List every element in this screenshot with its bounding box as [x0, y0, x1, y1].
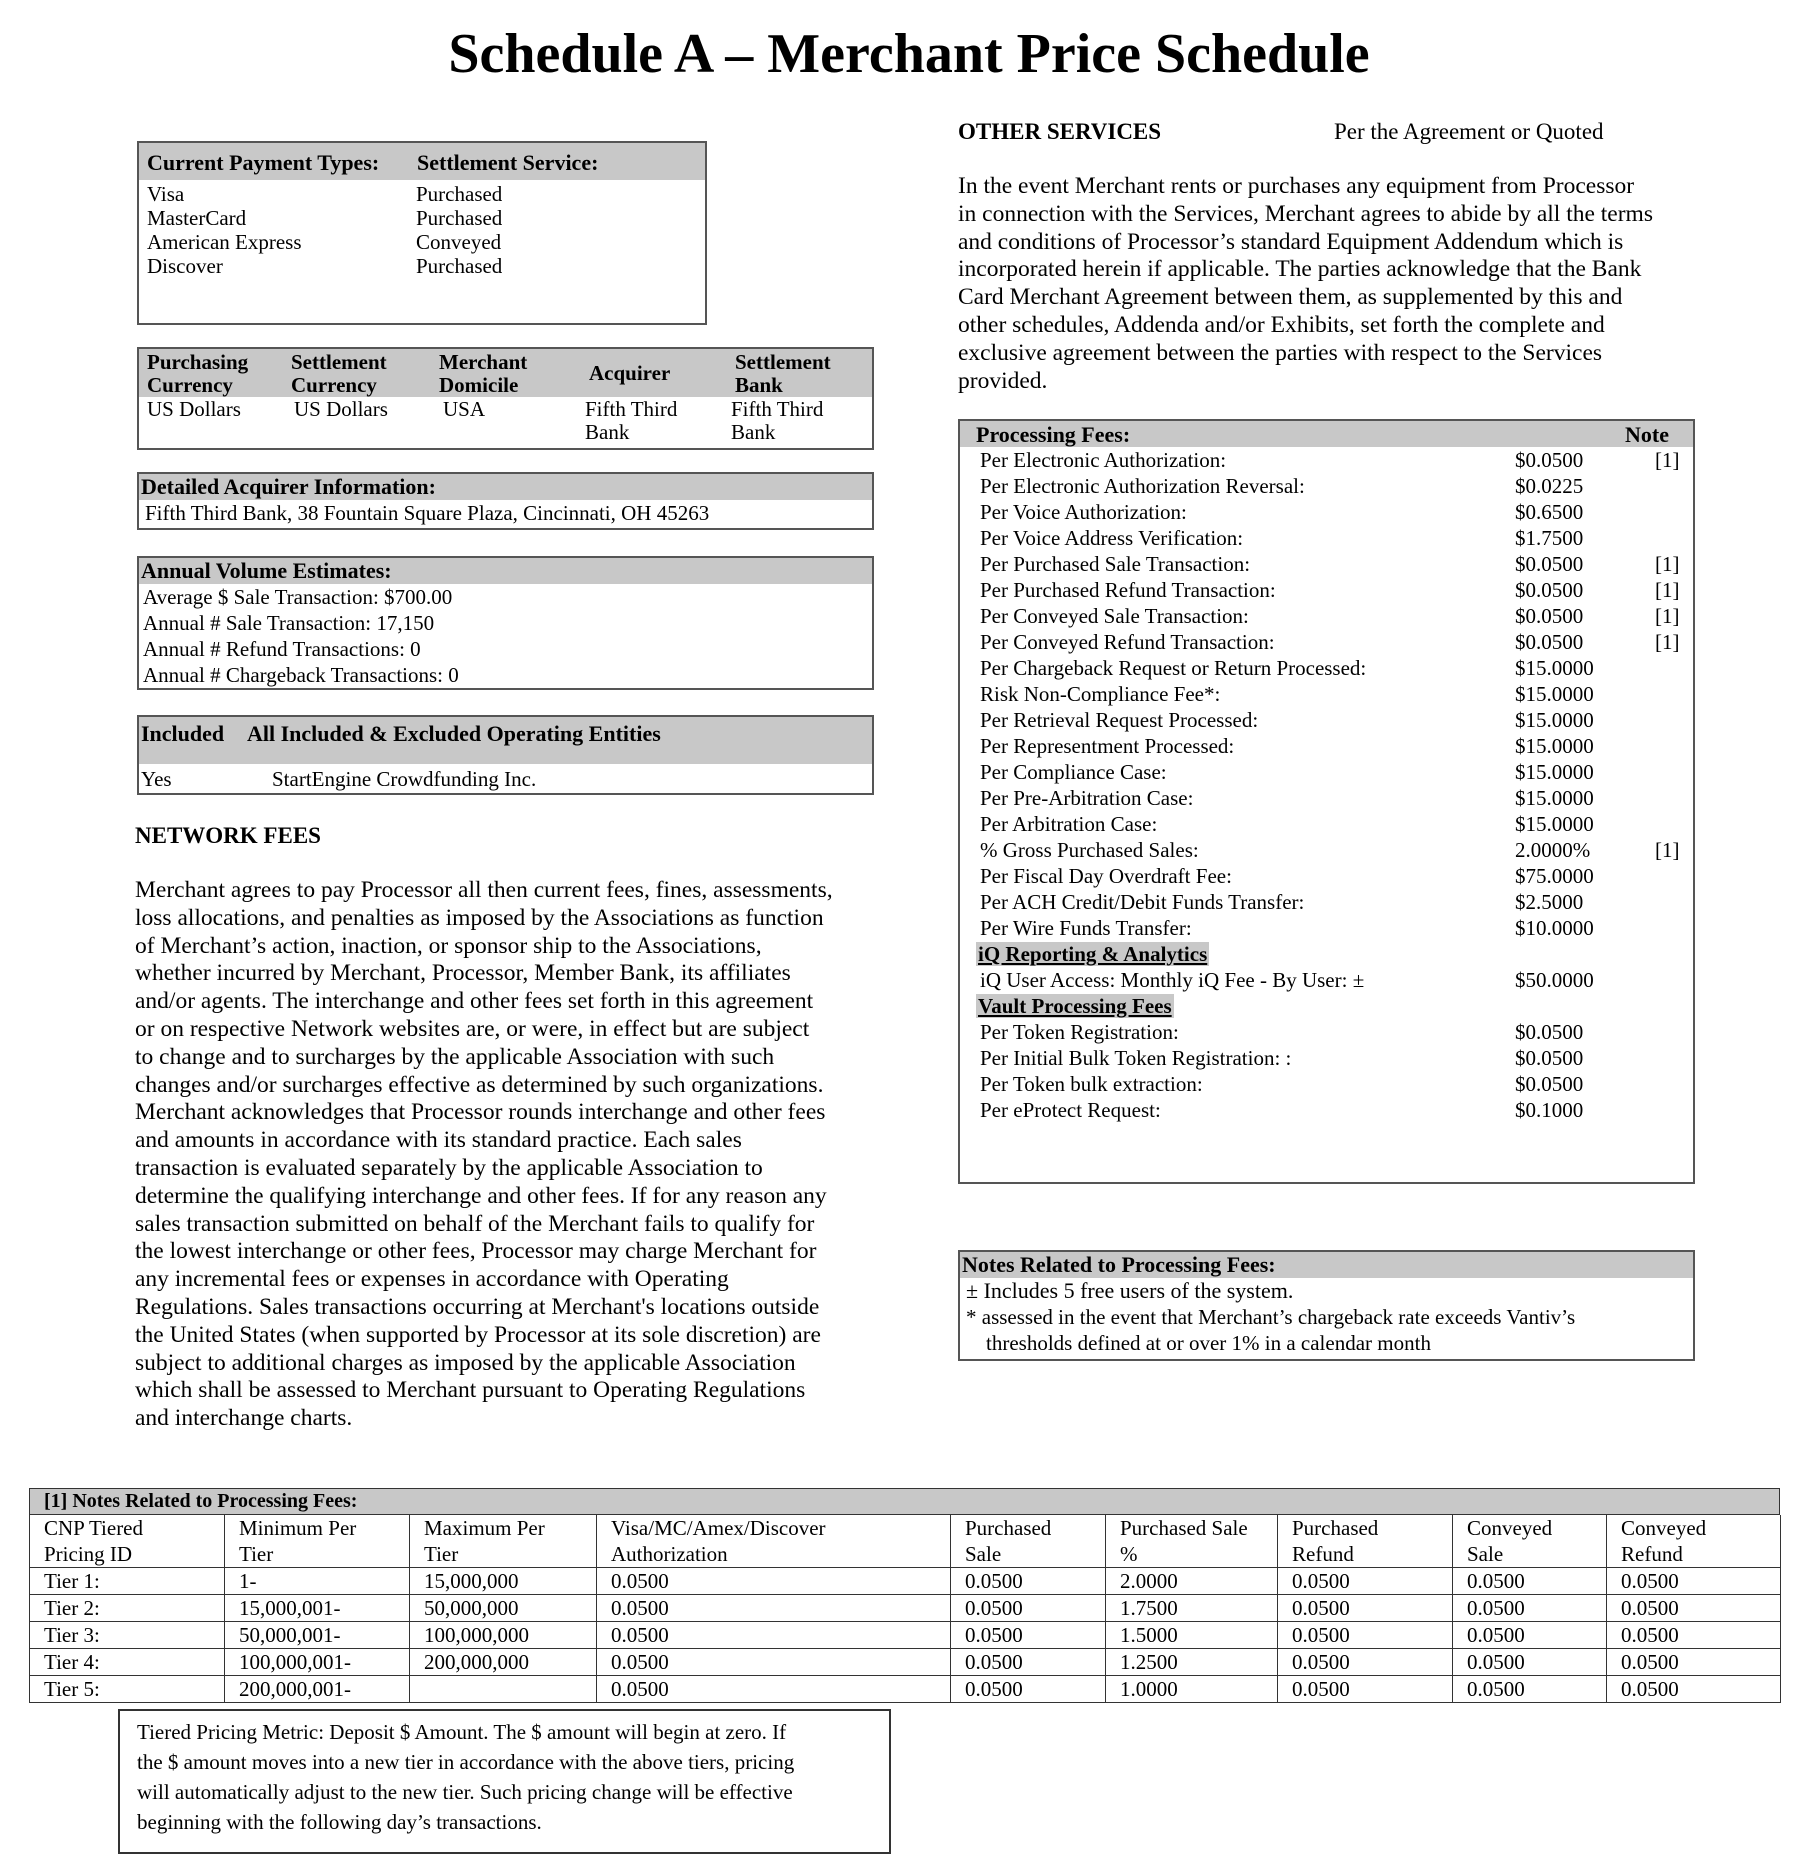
tier-metric-text	[137, 1717, 889, 1837]
tier-cell: 0.0500	[951, 1568, 1106, 1595]
fee-value: $15.0000	[1515, 656, 1594, 680]
tier-cell: 0.0500	[951, 1622, 1106, 1649]
network-fees-line: the lowest interchange or other fees, Processor may charge Merchant for	[135, 1238, 817, 1265]
tier-cell: 200,000,000	[410, 1649, 597, 1676]
fee-value: 2.0000%	[1515, 838, 1591, 862]
iq-reporting-header	[976, 941, 1209, 967]
fee-note: [1]	[1655, 578, 1680, 602]
network-fees-line: of Merchant’s action, inaction, or sponsor ship to the Associations,	[135, 932, 762, 959]
tier-table-body	[30, 1568, 1781, 1703]
tier-cell: 0.0500	[597, 1649, 951, 1676]
tier-cell: 15,000,001-	[225, 1595, 410, 1622]
network-fees-line: or on respective Network websites are, or were, in effect but are subject	[135, 1015, 810, 1042]
fee-label: Per Pre-Arbitration Case:	[980, 786, 1194, 810]
fee-label: Per Conveyed Sale Transaction:	[980, 604, 1249, 628]
fee-row	[980, 1071, 1680, 1097]
tier-cell: 0.0500	[1453, 1649, 1607, 1676]
tier-cell: 0.0500	[1278, 1568, 1453, 1595]
tier-cell: 100,000,001-	[225, 1649, 410, 1676]
fee-label: Per Token bulk extraction:	[980, 1072, 1203, 1096]
other-services-value: Per the Agreement or Quoted	[1334, 119, 1604, 144]
network-fees-line: Regulations. Sales transactions occurring at Merchant's locations outside	[135, 1293, 820, 1320]
acquirer-info-header: Detailed Acquirer Information:	[139, 474, 872, 500]
fee-value: $2.5000	[1515, 890, 1584, 914]
tier-cell: 0.0500	[1607, 1649, 1781, 1676]
fee-row	[980, 1019, 1680, 1045]
tier-cell: 2.0000	[1106, 1568, 1278, 1595]
network-fees-line: Merchant agrees to pay Processor all then current fees, fines, assessments,	[135, 877, 833, 903]
tier-column-header-line: Authorization	[611, 1542, 728, 1566]
processing-fees-title: Processing Fees:	[976, 422, 1131, 447]
currency-val-purchasing: US Dollars	[147, 397, 241, 421]
fee-notes-header: Notes Related to Processing Fees:	[960, 1252, 1693, 1278]
fee-row	[980, 499, 1680, 525]
network-fees-line: changes and/or surcharges effective as determined by such organizations.	[135, 1071, 824, 1098]
tier-cell: 1.2500	[1106, 1649, 1278, 1676]
fee-note: [1]	[1655, 448, 1680, 472]
entities-box	[137, 715, 874, 795]
network-fees-line: the United States (when supported by Processor at its sole discretion) are	[135, 1321, 821, 1348]
volume-line: Annual # Refund Transactions: 0	[143, 637, 421, 661]
payment-type-name: MasterCard	[147, 206, 247, 230]
payment-type-row	[139, 204, 705, 228]
tier-cell: 100,000,000	[410, 1622, 597, 1649]
tier-row	[30, 1649, 1781, 1676]
tier-column-header	[1607, 1515, 1781, 1568]
processing-fees-header	[960, 421, 1693, 447]
fee-label: Per Chargeback Request or Return Processed:	[980, 656, 1367, 680]
currency-val-settlement: US Dollars	[294, 397, 388, 421]
tier-row	[30, 1595, 1781, 1622]
fee-row	[980, 733, 1680, 759]
fee-value: $15.0000	[1515, 760, 1594, 784]
volume-box	[137, 556, 874, 690]
fee-note: [1]	[1655, 604, 1680, 628]
fee-row	[980, 447, 1680, 473]
tier-cell	[410, 1676, 597, 1703]
iq-reporting-title: iQ Reporting & Analytics	[978, 942, 1208, 966]
tier-cell: 0.0500	[597, 1595, 951, 1622]
tier-column-header-line: CNP Tiered	[44, 1516, 144, 1540]
tier-column-header-line: Conveyed	[1621, 1516, 1707, 1540]
payment-type-service: Purchased	[416, 254, 503, 278]
other-services-text	[958, 173, 1653, 395]
other-services-line: in connection with the Services, Merchant agrees to abide by all the terms	[958, 200, 1653, 227]
fee-label: % Gross Purchased Sales:	[980, 838, 1199, 862]
fee-value: $0.0225	[1515, 474, 1584, 498]
tier-row	[30, 1676, 1781, 1703]
payment-types-header-right: Settlement Service:	[417, 150, 599, 175]
payment-type-name: Visa	[147, 182, 185, 206]
processing-fees-box	[958, 419, 1695, 1184]
currency-col-purchasing: Purchasing Currency	[147, 350, 249, 397]
tier-cell: 0.0500	[1453, 1676, 1607, 1703]
fee-value: $0.0500	[1515, 1046, 1584, 1070]
payment-types-header	[139, 143, 705, 180]
tier-cell: Tier 1:	[30, 1568, 225, 1595]
payment-type-service: Purchased	[416, 206, 503, 230]
fee-row	[980, 811, 1680, 837]
tier-table	[29, 1515, 1781, 1703]
fee-row	[980, 707, 1680, 733]
tier-cell: Tier 2:	[30, 1595, 225, 1622]
tier-cell: 15,000,000	[410, 1568, 597, 1595]
fee-row	[980, 915, 1680, 941]
tier-column-header	[410, 1515, 597, 1568]
tier-column-header-line: Pricing ID	[44, 1542, 133, 1566]
tier-cell: 0.0500	[1607, 1595, 1781, 1622]
acquirer-info-box	[137, 472, 874, 530]
fee-label: Per Conveyed Refund Transaction:	[980, 630, 1275, 654]
fee-label: Risk Non-Compliance Fee*:	[980, 682, 1221, 706]
currency-header	[139, 349, 872, 397]
fee-row	[980, 889, 1680, 915]
tier-column-header-line: %	[1120, 1542, 1138, 1566]
payment-type-name: American Express	[147, 230, 302, 254]
other-services-line: exclusive agreement between the parties with respect to the Services	[958, 339, 1603, 366]
tier-cell: Tier 5:	[30, 1676, 225, 1703]
fee-row	[980, 577, 1680, 603]
fee-label: Per eProtect Request:	[980, 1098, 1161, 1122]
tier-cell: 0.0500	[951, 1649, 1106, 1676]
fee-notes-text	[960, 1278, 1693, 1356]
tier-metric-line: will automatically adjust to the new tier. Such pricing change will be effective	[137, 1780, 793, 1804]
tier-column-header-line: Purchased	[1292, 1516, 1379, 1540]
payment-types-rows	[139, 180, 705, 276]
payment-type-service: Purchased	[416, 182, 503, 206]
network-fees-line: whether incurred by Merchant, Processor, Member Bank, its affiliates	[135, 960, 791, 987]
page-title: Schedule A – Merchant Price Schedule	[448, 23, 1370, 85]
tier-cell: 0.0500	[951, 1676, 1106, 1703]
fee-value: $0.0500	[1515, 552, 1584, 576]
network-fees-line: which shall be assessed to Merchant pursuant to Operating Regulations	[135, 1377, 806, 1404]
fee-label: Per Electronic Authorization:	[980, 448, 1227, 472]
tier-column-header-line: Visa/MC/Amex/Discover	[611, 1516, 826, 1540]
processing-fees-note-header: Note	[1625, 422, 1669, 447]
fee-value: $75.0000	[1515, 864, 1594, 888]
fee-label: Per Wire Funds Transfer:	[980, 916, 1192, 940]
fee-label: Per Token Registration:	[980, 1020, 1179, 1044]
tier-column-header	[1106, 1515, 1278, 1568]
payment-type-row	[139, 228, 705, 252]
tier-cell: Tier 3:	[30, 1622, 225, 1649]
fee-row	[980, 863, 1680, 889]
entities-header-left: Included	[141, 721, 225, 746]
fee-label: Per Initial Bulk Token Registration: :	[980, 1046, 1292, 1070]
acquirer-info-value: Fifth Third Bank, 38 Fountain Square Plaza, Cincinnati, OH 45263	[145, 501, 710, 525]
tier-table-header: [1] Notes Related to Processing Fees:	[29, 1488, 1780, 1515]
fee-label: Per Purchased Refund Transaction:	[980, 578, 1276, 602]
tier-column-header-line: Purchased Sale	[1120, 1516, 1248, 1540]
fee-row	[980, 1097, 1680, 1123]
currency-val-bank: Fifth Third Bank	[731, 397, 824, 444]
tier-column-header-line: Tier	[424, 1542, 459, 1566]
fee-note-2: * assessed in the event that Merchant’s chargeback rate exceeds Vantiv’s	[966, 1305, 1576, 1329]
tier-cell: 1.5000	[1106, 1622, 1278, 1649]
fee-label: Per Arbitration Case:	[980, 812, 1158, 836]
tier-cell: 0.0500	[1453, 1568, 1607, 1595]
payment-type-row	[139, 252, 705, 276]
entities-header-right: All Included & Excluded Operating Entities	[247, 721, 661, 746]
volume-line: Annual # Sale Transaction: 17,150	[143, 611, 435, 635]
tier-cell: 0.0500	[1607, 1568, 1781, 1595]
tier-column-header	[951, 1515, 1106, 1568]
fee-label: Per ACH Credit/Debit Funds Transfer:	[980, 890, 1305, 914]
fee-row	[980, 603, 1680, 629]
tier-table-head-row	[30, 1515, 1781, 1568]
tier-column-header	[1278, 1515, 1453, 1568]
fee-value: $0.0500	[1515, 1072, 1584, 1096]
tier-column-header-line: Sale	[1467, 1542, 1504, 1566]
fee-value: $0.6500	[1515, 500, 1584, 524]
fee-row	[980, 629, 1680, 655]
tier-metric-line: Tiered Pricing Metric: Deposit $ Amount. The $ amount will begin at zero. If	[137, 1720, 787, 1744]
fee-note-1: ± Includes 5 free users of the system.	[966, 1278, 1294, 1303]
network-fees-line: loss allocations, and penalties as imposed by the Associations as function	[135, 904, 824, 931]
fee-row	[980, 967, 1680, 993]
tier-column-header-line: Tier	[239, 1542, 274, 1566]
entities-included: Yes	[141, 767, 172, 791]
tier-row	[30, 1568, 1781, 1595]
entities-header	[139, 717, 872, 764]
fee-value: $0.0500	[1515, 578, 1584, 602]
payment-types-header-left: Current Payment Types:	[147, 150, 380, 175]
tier-cell: Tier 4:	[30, 1649, 225, 1676]
fee-value: $15.0000	[1515, 708, 1594, 732]
network-fees-line: any incremental fees or expenses in accordance with Operating	[135, 1266, 729, 1293]
payment-type-row	[139, 180, 705, 204]
currency-col-domicile: Merchant Domicile	[439, 350, 528, 397]
network-fees-line: to change and to surcharges by the applicable Association with such	[135, 1043, 775, 1070]
tier-cell: 0.0500	[1453, 1622, 1607, 1649]
fee-note-2-cont: thresholds defined at or over 1% in a calendar month	[986, 1331, 1431, 1355]
tier-cell: 0.0500	[597, 1676, 951, 1703]
tier-cell: 1.0000	[1106, 1676, 1278, 1703]
tier-column-header-line: Sale	[965, 1542, 1002, 1566]
network-fees-line: and amounts in accordance with its standard practice. Each sales	[135, 1127, 742, 1154]
tier-cell: 0.0500	[1278, 1649, 1453, 1676]
currency-col-acquirer: Acquirer	[589, 361, 671, 385]
tier-column-header	[1453, 1515, 1607, 1568]
tier-cell: 50,000,000	[410, 1595, 597, 1622]
fee-value: $15.0000	[1515, 734, 1594, 758]
currency-box	[137, 347, 874, 450]
tier-cell: 0.0500	[1607, 1622, 1781, 1649]
tier-row	[30, 1622, 1781, 1649]
tier-cell: 1.7500	[1106, 1595, 1278, 1622]
fee-label: iQ User Access: Monthly iQ Fee - By User: ±	[980, 968, 1365, 992]
payment-type-name: Discover	[147, 254, 223, 278]
payment-type-service: Conveyed	[416, 230, 502, 254]
currency-val-domicile: USA	[443, 397, 486, 421]
fee-notes-box	[958, 1250, 1695, 1361]
fee-row	[980, 655, 1680, 681]
tier-table-wrap	[29, 1488, 1780, 1703]
fee-row	[980, 551, 1680, 577]
fee-value: $0.1000	[1515, 1098, 1584, 1122]
tier-cell: 200,000,001-	[225, 1676, 410, 1703]
fee-label: Per Fiscal Day Overdraft Fee:	[980, 864, 1232, 888]
tier-column-header	[30, 1515, 225, 1568]
tier-cell: 0.0500	[597, 1568, 951, 1595]
volume-line: Average $ Sale Transaction: $700.00	[143, 585, 453, 609]
fee-row	[980, 837, 1680, 863]
tier-metric-box	[118, 1709, 891, 1854]
fee-value: $0.0500	[1515, 448, 1584, 472]
network-fees-line: subject to additional charges as imposed by the applicable Association	[135, 1349, 796, 1376]
network-fees-text	[135, 877, 833, 1433]
tier-column-header	[597, 1515, 951, 1568]
other-services-line: Card Merchant Agreement between them, as supplemented by this and	[958, 284, 1623, 311]
fee-value: $15.0000	[1515, 682, 1594, 706]
tier-cell: 0.0500	[1278, 1676, 1453, 1703]
other-services-heading: OTHER SERVICES	[958, 119, 1162, 144]
fee-value: $10.0000	[1515, 916, 1594, 940]
tier-column-header-line: Minimum Per	[239, 1516, 357, 1540]
network-fees-heading: NETWORK FEES	[135, 823, 321, 848]
fee-row	[980, 785, 1680, 811]
fee-label: Per Purchased Sale Transaction:	[980, 552, 1251, 576]
vault-fees-title: Vault Processing Fees	[978, 994, 1172, 1018]
other-services-line: provided.	[958, 367, 1048, 394]
tier-cell: 0.0500	[1278, 1595, 1453, 1622]
fee-row	[980, 1045, 1680, 1071]
currency-col-settlement: Settlement Currency	[291, 350, 387, 397]
network-fees-line: and interchange charts.	[135, 1405, 353, 1432]
network-fees-line: and/or agents. The interchange and other fees set forth in this agreement	[135, 988, 814, 1015]
tier-column-header-line: Maximum Per	[424, 1516, 545, 1540]
volume-header: Annual Volume Estimates:	[139, 558, 872, 584]
network-fees-line: Merchant acknowledges that Processor rounds interchange and other fees	[135, 1099, 826, 1126]
network-fees-line: determine the qualifying interchange and other fees. If for any reason any	[135, 1182, 827, 1209]
tier-column-header-line: Purchased	[965, 1516, 1052, 1540]
fee-row	[980, 525, 1680, 551]
fee-note: [1]	[1655, 630, 1680, 654]
other-services-line: other schedules, Addenda and/or Exhibits, set forth the complete and	[958, 311, 1605, 338]
fee-value: $15.0000	[1515, 786, 1594, 810]
network-fees-line: sales transaction submitted on behalf of the Merchant fails to qualify for	[135, 1210, 815, 1237]
tier-cell: 0.0500	[1278, 1622, 1453, 1649]
fee-label: Per Representment Processed:	[980, 734, 1235, 758]
fee-row	[980, 473, 1680, 499]
fee-label: Per Voice Address Verification:	[980, 526, 1244, 550]
fee-label: Per Retrieval Request Processed:	[980, 708, 1259, 732]
fee-row	[980, 759, 1680, 785]
vault-fees-header	[976, 993, 1174, 1019]
fee-value: $50.0000	[1515, 968, 1594, 992]
fee-value: $1.7500	[1515, 526, 1584, 550]
tier-column-header	[225, 1515, 410, 1568]
fee-row	[980, 681, 1680, 707]
fee-label: Per Electronic Authorization Reversal:	[980, 474, 1305, 498]
fee-value: $0.0500	[1515, 630, 1584, 654]
fee-label: Per Voice Authorization:	[980, 500, 1187, 524]
fee-label: Per Compliance Case:	[980, 760, 1167, 784]
tier-cell: 0.0500	[1453, 1595, 1607, 1622]
tier-column-header-line: Refund	[1292, 1542, 1354, 1566]
volume-line: Annual # Chargeback Transactions: 0	[143, 663, 459, 687]
other-services-line: In the event Merchant rents or purchases any equipment from Processor	[958, 173, 1635, 199]
fee-value: $0.0500	[1515, 604, 1584, 628]
other-services-line: incorporated herein if applicable. The parties acknowledge that the Bank	[958, 256, 1642, 283]
tier-column-header-line: Conveyed	[1467, 1516, 1553, 1540]
fee-note: [1]	[1655, 838, 1680, 862]
fee-note: [1]	[1655, 552, 1680, 576]
tier-cell: 0.0500	[1607, 1676, 1781, 1703]
network-fees-line: transaction is evaluated separately by the applicable Association to	[135, 1154, 763, 1181]
volume-lines	[139, 584, 872, 688]
entities-name: StartEngine Crowdfunding Inc.	[272, 767, 537, 791]
payment-types-box	[137, 141, 707, 325]
currency-val-acquirer: Fifth Third Bank	[585, 397, 678, 444]
tier-metric-line: beginning with the following day’s transactions.	[137, 1810, 542, 1834]
tier-cell: 50,000,001-	[225, 1622, 410, 1649]
fee-value: $15.0000	[1515, 812, 1594, 836]
tier-cell: 0.0500	[951, 1595, 1106, 1622]
fee-value: $0.0500	[1515, 1020, 1584, 1044]
tier-column-header-line: Refund	[1621, 1542, 1683, 1566]
tier-metric-line: the $ amount moves into a new tier in accordance with the above tiers, pricing	[137, 1750, 795, 1774]
other-services-line: and conditions of Processor’s standard Equipment Addendum which is	[958, 228, 1624, 255]
currency-col-bank: Settlement Bank	[735, 350, 831, 397]
tier-cell: 1-	[225, 1568, 410, 1595]
tier-cell: 0.0500	[597, 1622, 951, 1649]
